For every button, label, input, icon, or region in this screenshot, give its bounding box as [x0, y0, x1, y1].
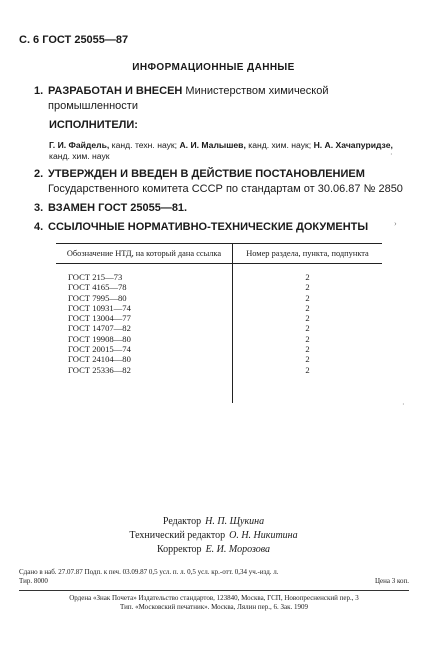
ntd-designation: ГОСТ 14707—82 [56, 323, 233, 333]
ntd-designation: ГОСТ 215—73 [56, 264, 233, 283]
section-body: Государственного комитета СССР по стандартам от 30.06.87 № 2850 [48, 183, 403, 195]
ntd-designation: ГОСТ 10931—74 [56, 303, 233, 313]
executors-list [49, 140, 405, 162]
editor-role: Корректор [156, 544, 202, 555]
editors-block [0, 515, 427, 557]
ntd-designation: ГОСТ 4165—78 [56, 282, 233, 292]
section-text [48, 201, 404, 216]
section-text [48, 167, 404, 197]
table-row [56, 282, 382, 292]
editor-name: О. Н. Никитина [229, 530, 298, 541]
ntd-designation: ГОСТ 20015—74 [56, 344, 233, 354]
imprint-line [19, 577, 409, 586]
section-text [48, 220, 404, 235]
table-row [56, 334, 382, 344]
table-row [56, 313, 382, 323]
table-row [56, 344, 382, 354]
section-body: Министерством химической промышленности [48, 85, 329, 112]
executor-degree: канд. хим. наук [49, 151, 110, 161]
executor-name: А. И. Малышев, [179, 140, 246, 150]
imprint-line: Сдано в наб. 27.07.87 Подп. к печ. 03.09.87 0,5 усл. п. л. 0,5 усл. кр.-отт. 0,34 уч.-изд. л. [19, 568, 279, 576]
table-row [56, 323, 382, 333]
divider [19, 590, 409, 591]
editor-name: Н. П. Щукина [205, 516, 265, 527]
section-ref: 2 [305, 364, 310, 375]
editor-role: Технический редактор [129, 530, 226, 541]
section-ref: 2 [305, 292, 310, 303]
editor-line [0, 515, 427, 529]
section-heading: УТВЕРЖДЕН И ВВЕДЕН В ДЕЙСТВИЕ ПОСТАНОВЛЕНИЕМ [48, 168, 365, 180]
ntd-designation: ГОСТ 24104—80 [56, 354, 233, 364]
printer-line: Тип. «Московский печатник». Москва, Лялин пер., 6. Зак. 1909 [120, 603, 308, 611]
section-number: 4. [34, 221, 44, 233]
table-row [56, 264, 382, 283]
section-ref: 2 [305, 354, 310, 365]
page-header: С. 6 ГОСТ 25055—87 [19, 34, 129, 46]
scan-mark: › [394, 219, 397, 228]
ntd-designation: ГОСТ 7995—80 [56, 293, 233, 303]
table-header-row [56, 244, 382, 264]
column-header: Обозначение НТД, на который дана ссылка [56, 244, 233, 264]
executors-title: ИСПОЛНИТЕЛИ: [49, 119, 138, 131]
editor-name: Е. И. Морозова [205, 544, 270, 555]
editor-line [0, 529, 427, 543]
section-number: 1. [34, 85, 44, 97]
editor-role: Редактор [162, 516, 202, 527]
section-ref: 2 [305, 302, 310, 313]
executor-degree: канд. техн. наук; [109, 140, 180, 150]
executor-degree: канд. хим. наук; [245, 140, 314, 150]
section-ref: 2 [305, 313, 310, 324]
reference-table [56, 243, 382, 403]
ntd-designation: ГОСТ 25336—82 [56, 365, 233, 403]
imprint [19, 568, 409, 586]
ntd-designation: ГОСТ 19908—80 [56, 334, 233, 344]
section-text [48, 84, 404, 114]
section-number: 2. [34, 168, 44, 180]
scan-mark: · [402, 400, 405, 409]
section-number: 3. [34, 202, 44, 214]
section-heading: ВЗАМЕН ГОСТ 25055—81. [48, 202, 188, 214]
printing-info [19, 594, 409, 612]
section-ref: 2 [305, 272, 310, 282]
scan-mark: · [390, 150, 393, 159]
section-heading: ССЫЛОЧНЫЕ НОРМАТИВНО-ТЕХНИЧЕСКИЕ ДОКУМЕНТЫ [48, 221, 369, 233]
executor-name: Н. А. Хачапуридзе, [313, 140, 393, 150]
section-ref: 2 [305, 344, 310, 355]
executor-name: Г. И. Файдель, [49, 140, 110, 150]
table-row [56, 365, 382, 403]
print-run: Тир. 8000 [19, 577, 48, 585]
column-header: Номер раздела, пункта, подпункта [233, 244, 383, 264]
section-ref: 2 [305, 333, 310, 344]
section-ref: 2 [305, 323, 310, 334]
table-row [56, 293, 382, 303]
ntd-designation: ГОСТ 13004—77 [56, 313, 233, 323]
price: Цена 3 коп. [374, 577, 409, 585]
table-row [56, 303, 382, 313]
table-row [56, 354, 382, 364]
info-title: ИНФОРМАЦИОННЫЕ ДАННЫЕ [132, 62, 295, 73]
section-heading: РАЗРАБОТАН И ВНЕСЕН [48, 85, 183, 97]
publisher-line: Ордена «Знак Почета» Издательство стандартов, 123840, Москва, ГСП, Новопресненский пер., 3 [69, 594, 359, 602]
editor-line [0, 543, 427, 557]
section-ref: 2 [305, 282, 310, 293]
